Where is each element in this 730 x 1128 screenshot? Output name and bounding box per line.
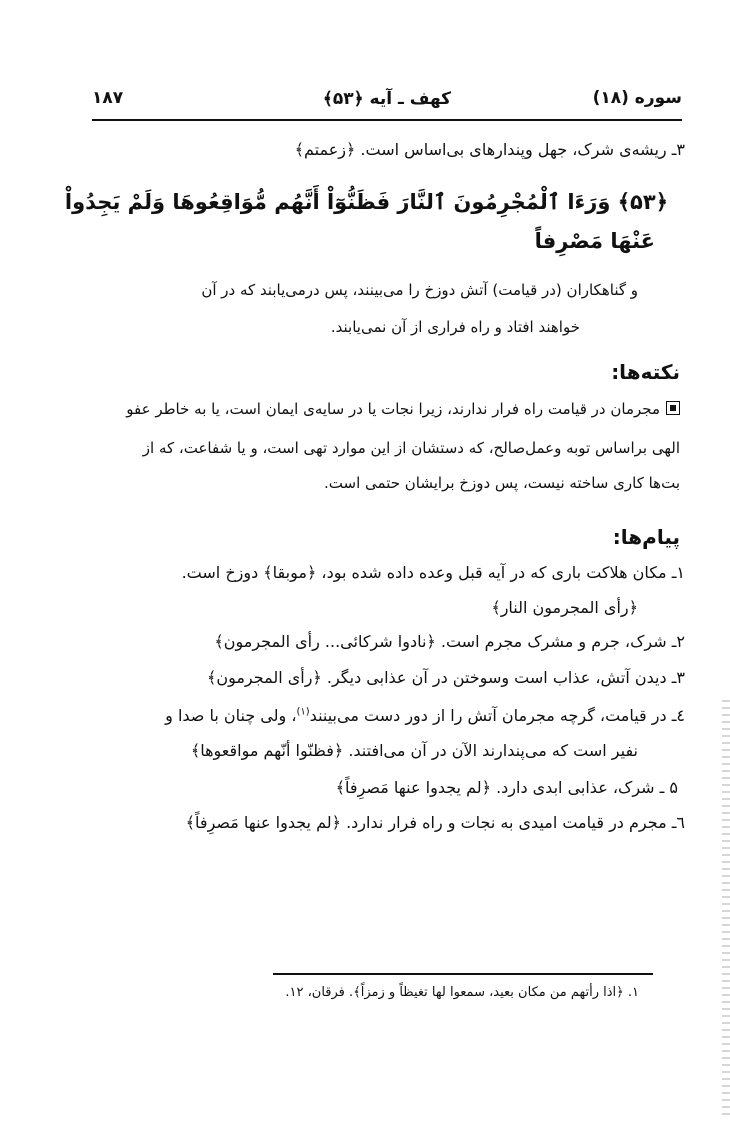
message-6: ٦ـ مجرم در قیامت امیدی به نجات و راه فرار ندارد. ﴿لم یجدوا عنها مَصرِفاً﴾: [185, 813, 685, 832]
message-4: [165, 706, 685, 725]
ayah-line-1: ﴿۵۳﴾ وَرَءَا ٱلْمُجْرِمُونَ ٱلنَّارَ فَظَنُّوٓاْ أَنَّهُم مُّوَاقِعُوهَا وَلَمْ يَجِدُواْ: [64, 190, 668, 214]
message-4-cont: نفیر است که می‌پندارند الآن در آن می‌افتند. ﴿فظنّوا أنّهم مواقعوها﴾: [190, 741, 638, 760]
footnote-reference: (۱): [296, 706, 310, 718]
note-line-3: بت‌ها کاری ساخته نیست، پس دوزخ برایشان حتمی است.: [324, 474, 680, 492]
previous-message-line: ۳ـ ریشه‌ی شرک، جهل وپندارهای بی‌اساس است. ﴿زعمتم﴾: [294, 140, 685, 159]
scan-edge-texture: [722, 700, 730, 1120]
footnote-divider: [273, 973, 653, 975]
note-line-2: الهی براساس توبه وعمل‌صالح، که دستشان از این موارد تهی است، و یا شفاعت، که از: [142, 439, 680, 457]
message-1-ref: ﴿رأی المجرمون النار﴾: [491, 598, 638, 617]
message-1: ۱ـ مکان هلاکت باری که در آیه قبل وعده داده شده بود، ﴿موبقا﴾ دوزخ است.: [181, 563, 685, 582]
message-4-tail: ، ولی چنان با صدا و: [165, 706, 297, 725]
message-3: ۳ـ دیدن آتش، عذاب است وسوختن در آن عذابی دیگر. ﴿رأی المجرمون﴾: [206, 668, 685, 687]
page-header: [92, 88, 682, 116]
note-line-1-text: مجرمان در قیامت راه فرار ندارند، زیرا نجات یا در سایه‌ی ایمان است، یا به خاطر عفو: [126, 400, 660, 418]
square-bullet-icon: [666, 401, 680, 415]
surah-label: سوره (۱۸): [592, 88, 682, 108]
translation-line-2: خواهند افتاد و راه فراری از آن نمی‌یابند.: [330, 318, 580, 336]
message-2: ۲ـ شرک، جرم و مشرک مجرم است. ﴿نادوا شرکائی... رأی المجرمون﴾: [214, 632, 685, 651]
messages-heading: پیام‌ها:: [612, 525, 680, 549]
notes-heading: نکته‌ها:: [611, 360, 680, 384]
message-4-text: ٤ـ در قیامت، گرچه مجرمان آتش را از دور دست می‌بینند: [309, 706, 685, 725]
message-5: ۵ ـ شرک، عذابی ابدی دارد. ﴿لم یجدوا عنها مَصرِفاً﴾: [335, 778, 678, 797]
translation-line-1: و گناهکاران (در قیامت) آتش دوزخ را می‌بینند، پس درمی‌یابند که در آن: [201, 281, 638, 299]
chapter-verse-title: کهف ـ آیه ﴿۵۳﴾: [322, 89, 452, 109]
footnote: ۱. ﴿اذا رأتهم من مکان بعید، سمعوا لها تغیظاً و زمزاً﴾. فرقان، ۱۲.: [285, 985, 639, 1000]
ayah-line-2: عَنْهَا مَصْرِفاً: [534, 229, 655, 253]
header-divider: [92, 119, 682, 121]
page-number: ۱۸۷: [92, 88, 124, 108]
note-line-1: [126, 400, 680, 418]
